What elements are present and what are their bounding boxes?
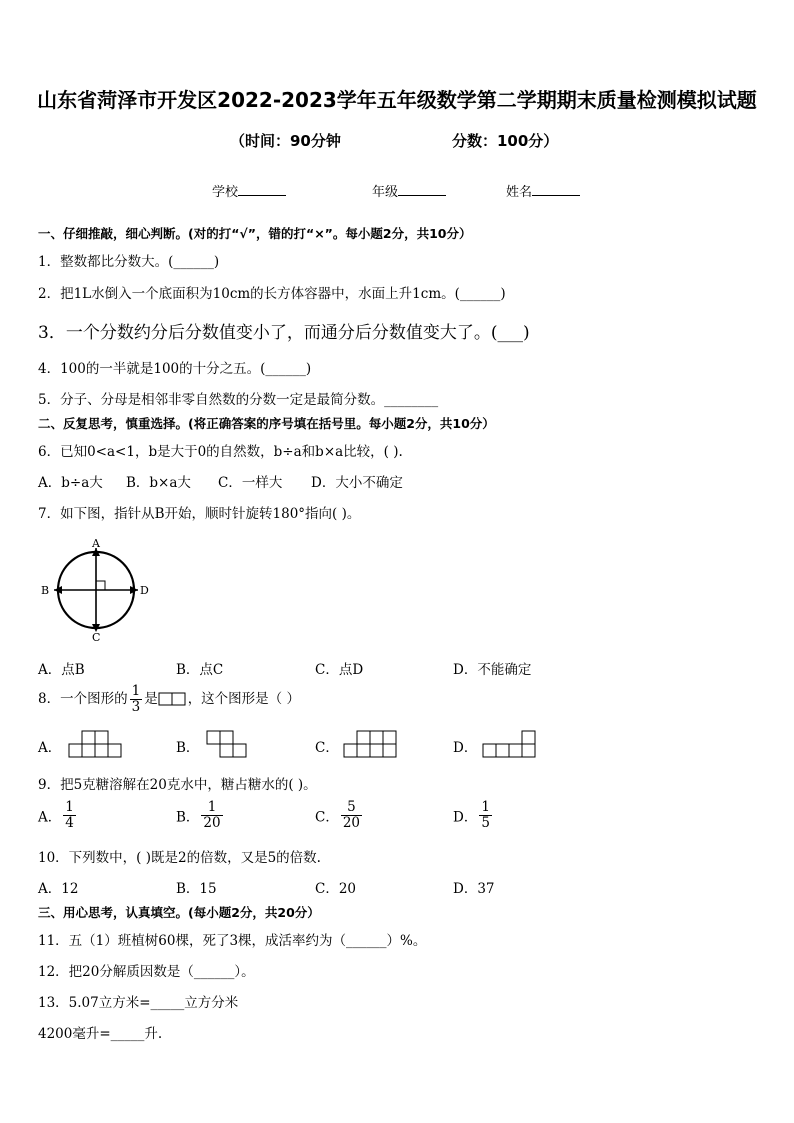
question-9: 9．把5克糖溶解在20克水中，糖占糖水的( )。: [38, 777, 317, 793]
q7-option-a: A．点B: [38, 662, 85, 678]
question-8: [38, 684, 300, 715]
q8-option-d: D．: [453, 740, 478, 756]
right-angle-mark: [96, 581, 105, 590]
section-1-title: 一、仔细推敲，细心判断。(对的打“√”，错的打“×”。每小题2分，共10分）: [38, 226, 472, 241]
question-11: 11．五（1）班植树60棵，死了3棵，成活率约为（______）%。: [38, 933, 427, 949]
q8-suffix: ，这个图形是（ ）: [187, 690, 300, 707]
name-blank: [532, 183, 580, 196]
grade-blank: [398, 183, 446, 196]
q6-option-a: A．b÷a大: [38, 475, 103, 491]
question-2: 2．把1L水倒入一个底面积为10cm的长方体容器中，水面上升1cm。(______): [38, 286, 506, 302]
q9-option-a-fraction: [63, 800, 76, 831]
q8-prefix: 8．一个图形的: [38, 690, 128, 707]
section-2-title: 二、反复思考，慎重选择。(将正确答案的序号填在括号里。每小题2分，共10分）: [38, 416, 495, 431]
q8-fraction-den: 3: [131, 698, 141, 715]
q9-c-num: 5: [341, 800, 362, 816]
grade-field: [372, 181, 446, 200]
exam-time: （时间：90分钟: [230, 132, 341, 150]
school-field: [212, 181, 286, 200]
q9-a-den: 4: [65, 814, 74, 831]
q8-shape-a: [68, 729, 128, 761]
label-b: B: [41, 584, 50, 597]
question-3: 3．一个分数约分后分数值变小了，而通分后分数值变大了。(___): [38, 323, 530, 343]
school-blank: [238, 183, 286, 196]
q10-option-c: C．20: [315, 881, 357, 897]
q9-option-d-fraction: [479, 800, 492, 831]
question-4: 4．100的一半就是100的十分之五。(______): [38, 361, 312, 377]
q8-shape-c: [343, 729, 403, 761]
q9-option-d: [453, 800, 494, 831]
name-field: [506, 181, 580, 200]
school-label: 学校: [212, 185, 239, 200]
q9-c-den: 20: [342, 814, 361, 831]
q9-option-d-label: D．: [453, 809, 478, 826]
q7-option-b: B．点C: [176, 662, 224, 678]
q9-option-a: [38, 800, 78, 831]
q8-fraction: [130, 684, 143, 715]
question-13: 13．5.07立方米=_____立方分米: [38, 995, 239, 1011]
q10-option-d: D．37: [453, 881, 495, 897]
q9-a-num: 1: [65, 799, 74, 815]
question-1: 1．整数都比分数大。(______): [38, 254, 220, 270]
q9-d-den: 5: [481, 814, 490, 831]
q9-b-num: 1: [201, 800, 222, 816]
compass-diagram: [38, 534, 158, 644]
grade-label: 年级: [372, 185, 399, 200]
q9-option-c-label: C．: [315, 809, 339, 826]
question-7: 7．如下图，指针从B开始，顺时针旋转180°指向( )。: [38, 506, 361, 522]
q6-option-b: B．b×a大: [126, 475, 191, 491]
q9-option-c-fraction: [341, 800, 362, 831]
q8-fraction-num: 1: [131, 683, 141, 699]
q8-option-b: B．: [176, 740, 200, 756]
q9-b-den: 20: [203, 814, 221, 831]
q8-shape-d: [482, 729, 542, 761]
q8-option-a: A．: [38, 740, 62, 756]
q7-option-c: C．点D: [315, 662, 364, 678]
exam-score: 分数：100分）: [452, 132, 559, 150]
q6-option-d: D．大小不确定: [311, 475, 403, 491]
question-6: 6．已知0<a<1，b是大于0的自然数，b÷a和b×a比较，( ).: [38, 444, 403, 460]
q9-option-b: [176, 800, 225, 831]
label-c: C: [92, 631, 101, 644]
q8-middle: 是: [144, 690, 158, 707]
q8-two-squares: [158, 692, 188, 706]
q7-option-d: D．不能确定: [453, 662, 532, 678]
label-d: D: [140, 584, 149, 597]
section-3-title: 三、用心思考，认真填空。(每小题2分，共20分）: [38, 905, 320, 920]
page-title: 山东省菏泽市开发区2022-2023学年五年级数学第二学期期末质量检测模拟试题: [37, 88, 757, 112]
q10-option-b: B．15: [176, 881, 217, 897]
q6-option-c: C．一样大: [218, 475, 283, 491]
q9-option-a-label: A．: [38, 809, 62, 826]
q9-option-b-fraction: [201, 800, 222, 831]
name-label: 姓名: [506, 185, 533, 200]
q10-option-a: A．12: [38, 881, 79, 897]
label-a: A: [92, 537, 100, 550]
q9-option-c: [315, 800, 364, 831]
q9-d-num: 1: [481, 799, 490, 815]
q9-option-b-label: B．: [176, 809, 200, 826]
question-13-part-2: 4200毫升=_____升.: [38, 1026, 163, 1042]
question-10: 10．下列数中，( )既是2的倍数，又是5的倍数.: [38, 850, 321, 866]
question-12: 12．把20分解质因数是（______）。: [38, 964, 255, 980]
q8-shape-b: [206, 729, 256, 761]
question-5: 5．分子、分母是相邻非零自然数的分数一定是最简分数。________: [38, 392, 439, 408]
q8-option-c: C．: [315, 740, 339, 756]
